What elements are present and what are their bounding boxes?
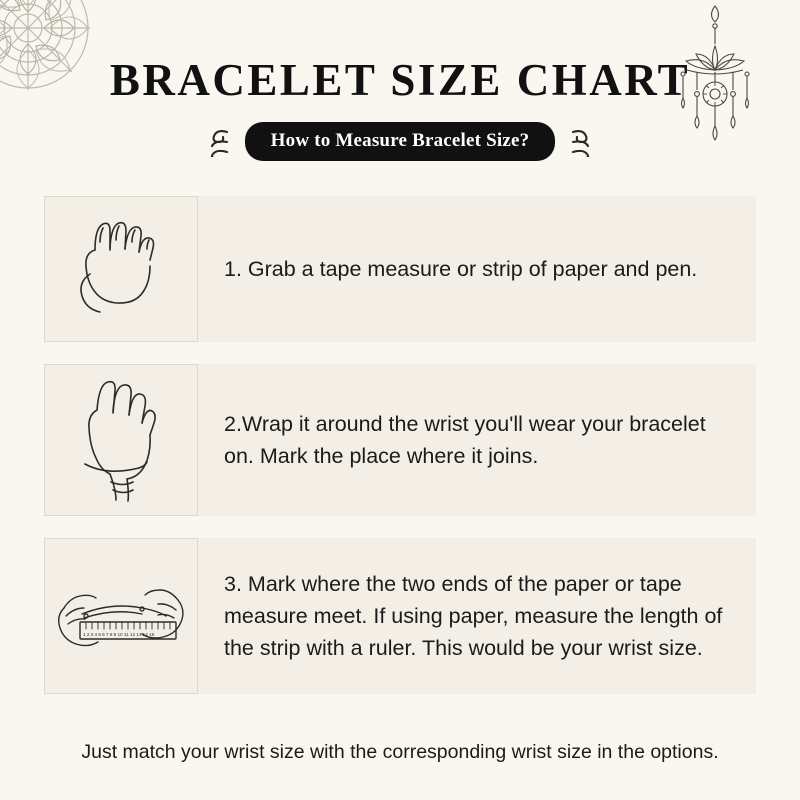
subtitle-pill: How to Measure Bracelet Size? <box>245 122 556 161</box>
list-item <box>44 364 756 516</box>
swirl-flourish-right-icon <box>569 127 603 157</box>
subtitle-row <box>0 122 800 161</box>
steps-list <box>0 196 800 716</box>
hand-wrapping-tape-illustration <box>44 364 198 516</box>
footer-note: Just match your wrist size with the corresponding wrist size in the options. <box>81 741 719 763</box>
svg-text:1 2 3 4 5 6 7 8 9 10 11 12 13: 1 2 3 4 5 6 7 8 9 10 11 12 13 14 15 <box>83 632 155 637</box>
list-item <box>44 196 756 342</box>
step-text: 1. Grab a tape measure or strip of paper and pen. <box>224 256 698 281</box>
hand-holding-tape-illustration <box>44 196 198 342</box>
step-text: 2.Wrap it around the wrist you'll wear your bracelet on. Mark the place where it joins. <box>224 411 706 468</box>
step-text: 3. Mark where the two ends of the paper or tape measure meet. If using paper, measure the length of the strip with a ruler. This would be your wrist size. <box>224 571 723 661</box>
page-title: BRACELET SIZE CHART <box>109 55 691 105</box>
hands-measuring-with-ruler-illustration <box>44 538 198 694</box>
swirl-flourish-left-icon <box>197 127 231 157</box>
list-item <box>44 538 756 694</box>
